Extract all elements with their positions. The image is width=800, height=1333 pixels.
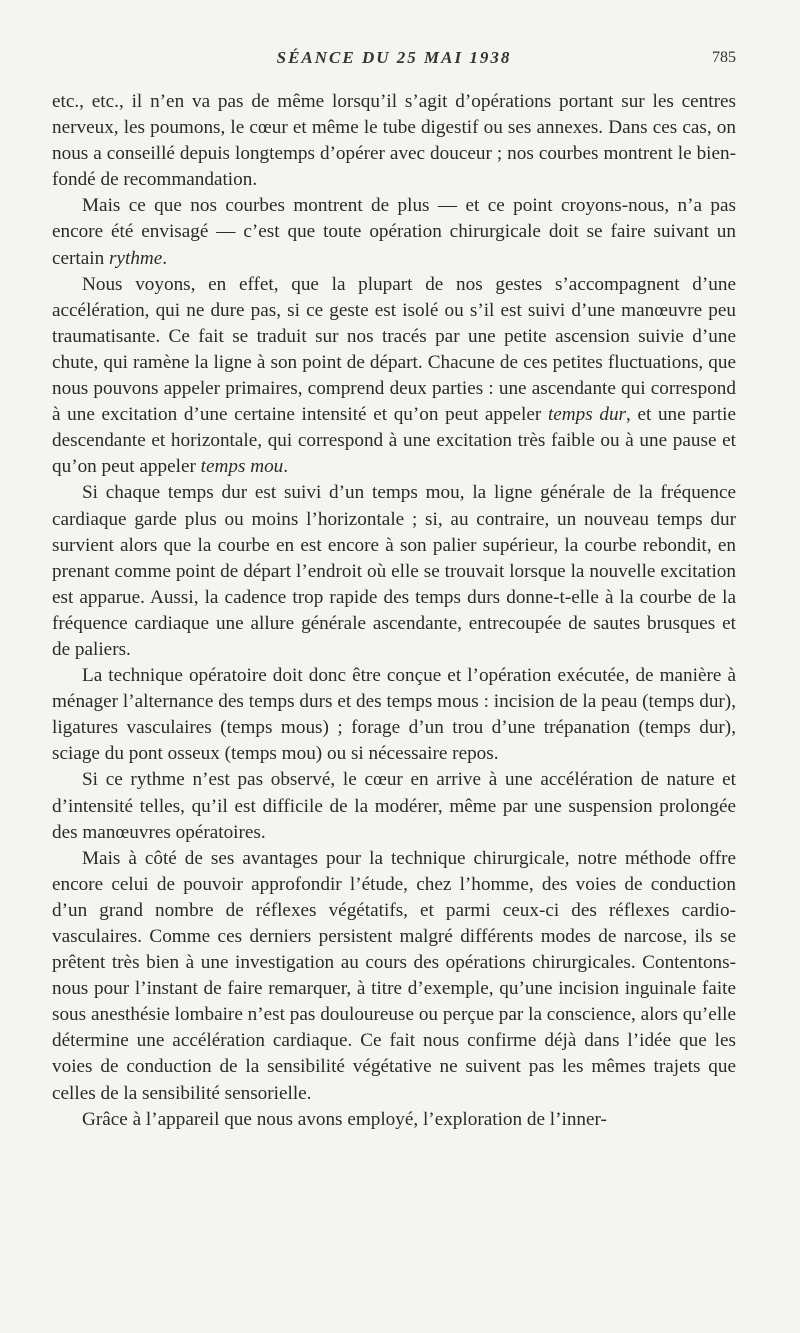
paragraph-text: , et une partie descendante et horizontale, qui correspond à une excitation très faible ou à une pause et qu’on peut appeler bbox=[52, 404, 737, 478]
paragraph-text: . bbox=[283, 456, 289, 478]
emphasis-rythme: rythme bbox=[109, 247, 163, 269]
page-number: 785 bbox=[712, 49, 736, 66]
body-text bbox=[52, 89, 736, 1133]
paragraph-text: . bbox=[162, 247, 168, 269]
paragraph: Si chaque temps dur est suivi d’un temps mou, la ligne générale de la fréquence cardiaque garde plus ou moins l’horizontale ; si, au contraire, un nouveau temps dur survient alors que la courbe en est encore à son palier supérieur, la courbe rebondit, en prenant comme point de départ l’endroit où elle se trouvait lorsque la nouvelle excitation est apparue. Aussi, la cadence trop rapide des temps durs donne-t-elle à la courbe de la fréquence cardiaque une allure générale ascendante, entrecoupée de sautes brusques et de paliers. bbox=[52, 482, 736, 660]
running-head bbox=[52, 48, 736, 72]
paragraph: Grâce à l’appareil que nous avons employé, l’exploration de l’inner- bbox=[82, 1108, 607, 1130]
paragraph bbox=[52, 193, 736, 271]
paragraph-text: Mais ce que nos courbes montrent de plus — et ce point croyons-nous, n’a pas encore été envisagé — c’est que toute opération chirurgicale doit se faire suivant un certain bbox=[52, 195, 736, 269]
paragraph: Mais à côté de ses avantages pour la technique chirurgicale, notre méthode offre encore celui de pouvoir approfondir l’étude, chez l’homme, des voies de conduction d’un grand nombre de réflexes végétatifs, et parmi ceux-ci des réflexes cardio-vasculaires. Comme ces derniers persistent malgré différents modes de narcose, ils se prêtent très bien à une investigation au cours des opérations chirurgicales. Contentons-nous pour l’instant de faire remarquer, à titre d’exemple, qu’une incision inguinale faite sous anesthésie lombaire n’est pas douloureuse ou perçue par la conscience, alors qu’elle détermine une accélération cardiaque. Ce fait nous confirme déjà dans l’idée que les voies de conduction de la sensibilité végétative ne suivent pas les mêmes trajets que celles de la sensibilité sensorielle. bbox=[52, 847, 736, 1104]
paragraph: Si ce rythme n’est pas observé, le cœur en arrive à une accélération de nature et d’intensité telles, qu’il est difficile de la modérer, même par une suspension prolongée des manœuvres opératoires. bbox=[52, 769, 736, 843]
emphasis-temps-dur: temps dur bbox=[547, 404, 627, 426]
emphasis-temps-mou: temps mou bbox=[200, 456, 284, 478]
paragraph: La technique opératoire doit donc être conçue et l’opération exécutée, de manière à ménager l’alternance des temps durs et des temps mous : incision de la peau (temps dur), ligatures vasculaires (temps mous) ; forage d’un trou d’une trépanation (temps dur), sciage du pont osseux (temps mou) ou si nécessaire repos. bbox=[52, 665, 736, 765]
paragraph: etc., etc., il n’en va pas de même lorsqu’il s’agit d’opérations portant sur les centres nerveux, les poumons, le cœur et même le tube digestif ou ses annexes. Dans ces cas, on nous a conseillé depuis longtemps d’opérer avec douceur ; nos courbes montrent le bien-fondé de recommandation. bbox=[52, 91, 736, 191]
paragraph-text: Nous voyons, en effet, que la plupart de nos gestes s’accompagnent d’une accélération, qui ne dure pas, si ce geste est isolé ou s’il est suivi d’une manœuvre peu traumatisante. Ce fait se traduit sur nos tracés par une petite ascension suivie d’une chute, qui ramène la ligne à son point de départ. Chacune de ces petites fluctuations, que nous pouvons appeler primaires, comprend deux parties : une ascendante qui correspond à une excitation d’une certaine intensité et qu’on peut appeler bbox=[52, 273, 736, 426]
paragraph bbox=[52, 272, 736, 481]
running-title: SÉANCE DU 25 MAI 1938 bbox=[276, 48, 512, 67]
